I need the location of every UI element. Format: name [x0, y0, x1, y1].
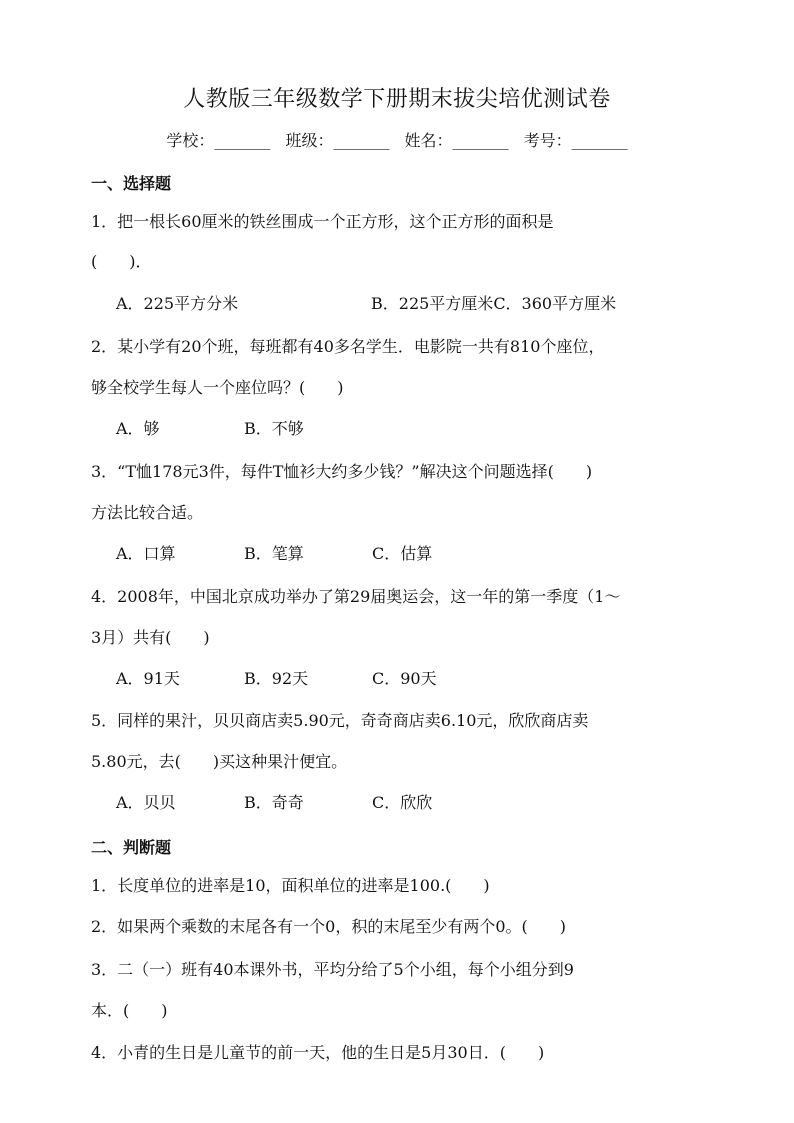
choice-q3-option-a: A．口算	[116, 544, 176, 563]
choice-q4-line2: 3月）共有( )	[91, 628, 210, 647]
choice-q1-line1: 1．把一根长60厘米的铁丝围成一个正方形，这个正方形的面积是	[91, 212, 554, 231]
choice-q5-option-a: A．贝贝	[116, 793, 176, 812]
choice-q5-line2: 5.80元，去( )买这种果汁便宜。	[91, 752, 348, 771]
choice-q4-line1: 4．2008年，中国北京成功举办了第29届奥运会，这一年的第一季度（1～	[91, 587, 621, 606]
choice-q4-option-a: A．91天	[116, 669, 180, 688]
choice-q2-line2: 够全校学生每人一个座位吗？( )	[91, 378, 344, 397]
choice-q4-option-b: B．92天	[244, 669, 309, 688]
choice-q4-option-c: C．90天	[372, 669, 437, 688]
choice-q3-option-c: C．估算	[372, 544, 433, 563]
choice-q5-option-b: B．奇奇	[244, 793, 304, 812]
choice-q1-line2: ( )．	[91, 252, 152, 271]
choice-q3-line2: 方法比较合适。	[91, 503, 204, 522]
choice-q1-options	[116, 294, 616, 314]
school-field: 学校：_______	[166, 131, 271, 150]
judgment-q3-line1: 3．二（一）班有40本课外书，平均分给了5个小组，每个小组分到9	[91, 960, 574, 979]
judgment-q1: 1．长度单位的进率是10，面积单位的进率是100.( )	[91, 876, 490, 895]
choice-q3-line1: 3．“T恤178元3件，每件T恤衫大约多少钱？”解决这个问题选择( )	[91, 462, 593, 481]
page-title: 人教版三年级数学下册期末拔尖培优测试卷	[183, 87, 611, 112]
section-heading-judgment: 二、判断题	[91, 838, 172, 857]
judgment-q2: 2．如果两个乘数的末尾各有一个0，积的末尾至少有两个0。( )	[91, 917, 567, 936]
judgment-q3-line2: 本．( )	[91, 1001, 168, 1020]
choice-q1-option-c: C．360平方厘米	[493, 294, 617, 313]
choice-q5-line1: 5．同样的果汁，贝贝商店卖5.90元，奇奇商店卖6.10元，欣欣商店卖	[91, 711, 589, 730]
choice-q5-options	[116, 793, 432, 813]
choice-q2-option-a: A．够	[116, 419, 160, 438]
section-heading-choice: 一、选择题	[91, 174, 172, 193]
exam-number-field: 考号：_______	[523, 131, 628, 150]
student-info-row	[0, 128, 794, 151]
choice-q2-line1: 2．某小学有20个班，每班都有40多名学生．电影院一共有810个座位，	[91, 337, 605, 356]
judgment-q4: 4．小青的生日是儿童节的前一天，他的生日是5月30日．( )	[91, 1043, 545, 1062]
choice-q1-option-a: A．225平方分米	[116, 294, 239, 313]
name-field: 姓名：_______	[404, 131, 509, 150]
class-field: 班级：_______	[285, 131, 390, 150]
choice-q5-option-c: C．欣欣	[372, 793, 433, 812]
choice-q3-options	[116, 544, 432, 564]
choice-q3-option-b: B．笔算	[244, 544, 304, 563]
choice-q4-options	[116, 669, 437, 689]
choice-q2-options	[116, 419, 304, 439]
choice-q2-option-b: B．不够	[244, 419, 304, 438]
choice-q1-option-b: B．225平方厘米	[371, 294, 494, 313]
